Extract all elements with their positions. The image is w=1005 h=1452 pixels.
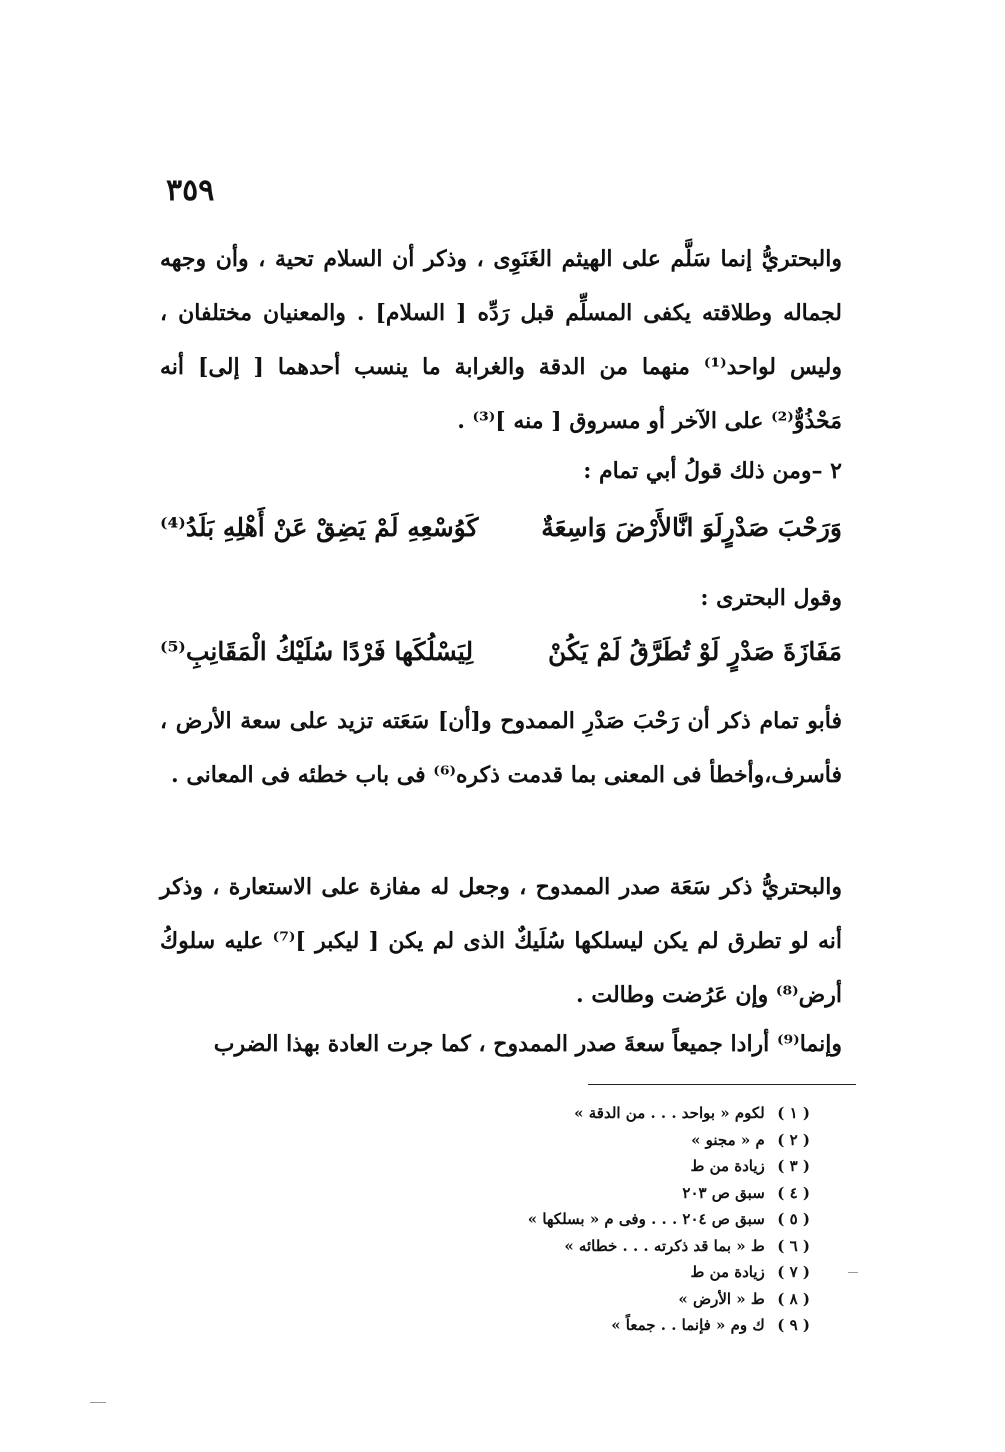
footnote-item: [528, 1286, 810, 1313]
verse-buhturi-second-hemistich: لِيَسْلُكَها فَرْدًا سُلَيْكُ الْمَقَانِبِ⁽⁵⁾: [160, 637, 474, 666]
footnote-number: ( ٧ ): [777, 1263, 810, 1281]
paragraph-2: فأبو تمام ذكر أن رَحْبَ صَدْرِ الممدوح و[أن] سَعَته تزيد على سعة الأرض ، فأسرف،وأخطأ فى المعنى بما قدمت ذكره⁽⁶⁾ فى باب خطئه فى المعانى .: [160, 708, 842, 788]
footnote-text: سبق ص ٢٠٤ . . . وفى م « بسلكها »: [527, 1210, 765, 1228]
page-number: ٣٥٩: [166, 173, 215, 208]
footnote-item: [528, 1259, 810, 1286]
footnote-item: [528, 1180, 810, 1207]
footnote-number: ( ٣ ): [777, 1157, 810, 1175]
footnote-separator: [588, 1084, 856, 1085]
footnote-text: ط « الأرض »: [678, 1289, 765, 1308]
footnote-number: ( ٢ ): [777, 1130, 810, 1149]
footnote-text: زيادة من ط: [690, 1263, 765, 1281]
verse-abu-tammam: [160, 508, 842, 548]
footnote-item: [528, 1153, 810, 1180]
footnote-number: ( ٥ ): [777, 1210, 810, 1228]
footnote-item: [528, 1206, 810, 1233]
paragraph-4: وإنما⁽⁹⁾ أرادا جميعاً سعةَ صدر الممدوح ، كما جرت العادة بهذا الضرب: [213, 1031, 842, 1057]
margin-mark-bottom-left: [90, 1402, 106, 1403]
verse-abu-tammam-first-hemistich: وَرَحْبَ صَدْرٍلَوَ انَّالأَرْضَ وَاسِعَةٌ: [541, 513, 842, 542]
footnote-text: لكوم « بواحد . . . من الدقة »: [574, 1104, 765, 1122]
paragraph-1: والبحتريُّ إنما سَلَّم على الهيثم الغَنَوِى ، وذكر أن السلام تحية ، وأن وجهه لجماله وطلاقته يكفى المسلِّم قبل رَدِّه [ السلام] . والمعنيان مختلفان ، وليس لواحد⁽¹⁾ منهما من الدقة والغرابة ما ينسب أحدهما [ إلى] أنه مَحْذُوٌّ⁽²⁾ على الآخر أو مسروق [ منه ]⁽³⁾ .: [160, 246, 842, 434]
footnote-item: [528, 1127, 810, 1154]
footnote-text: سبق ص ٢٠٣: [682, 1183, 765, 1202]
footnote-number: ( ١ ): [777, 1104, 810, 1122]
footnote-number: ( ٦ ): [777, 1236, 810, 1255]
verse-intro-abu-tammam: ٢ –ومن ذلك قولُ أبي تمام :: [583, 458, 842, 484]
footnote-text: م « مجنو »: [691, 1130, 765, 1149]
verse-intro-buhturi: وقول البحترى :: [700, 585, 842, 611]
footnotes-list: [528, 1100, 810, 1339]
footnote-item: [528, 1100, 810, 1127]
verse-buhturi: [160, 632, 842, 672]
paragraph-3: والبحتريُّ ذكر سَعَة صدر الممدوح ، وجعل له مفازة على الاستعارة ، وذكر أنه لو تطرق لم يكن ليسلكها سُلَيكٌ الذى لم يكن [ ليكبر ]⁽⁷⁾ عليه سلوكُ أرض⁽⁸⁾ وإن عَرُضت وطالت .: [160, 874, 842, 1008]
footnote-number: ( ٤ ): [777, 1183, 810, 1202]
footnote-number: ( ٨ ): [777, 1289, 810, 1308]
verse-abu-tammam-second-hemistich: كَوُسْعِهِ لَمْ يَضِقْ عَنْ أَهْلِهِ بَلَدُ⁽⁴⁾: [160, 513, 479, 542]
footnote-text: ك وم « فإنما . . جمعاً »: [611, 1316, 765, 1334]
footnote-item: [528, 1312, 810, 1339]
footnote-number: ( ٩ ): [777, 1316, 810, 1334]
footnote-item: [528, 1233, 810, 1260]
footnote-text: زيادة من ط: [690, 1157, 765, 1175]
margin-mark-right: [848, 1272, 858, 1273]
verse-buhturi-first-hemistich: مَفَازَةَ صَدْرٍ لَوْ تُطَرَّقُ لَمْ يَكُنْ: [547, 637, 842, 666]
footnote-text: ط « بما قد ذكرته . . . خطائه »: [564, 1236, 765, 1255]
